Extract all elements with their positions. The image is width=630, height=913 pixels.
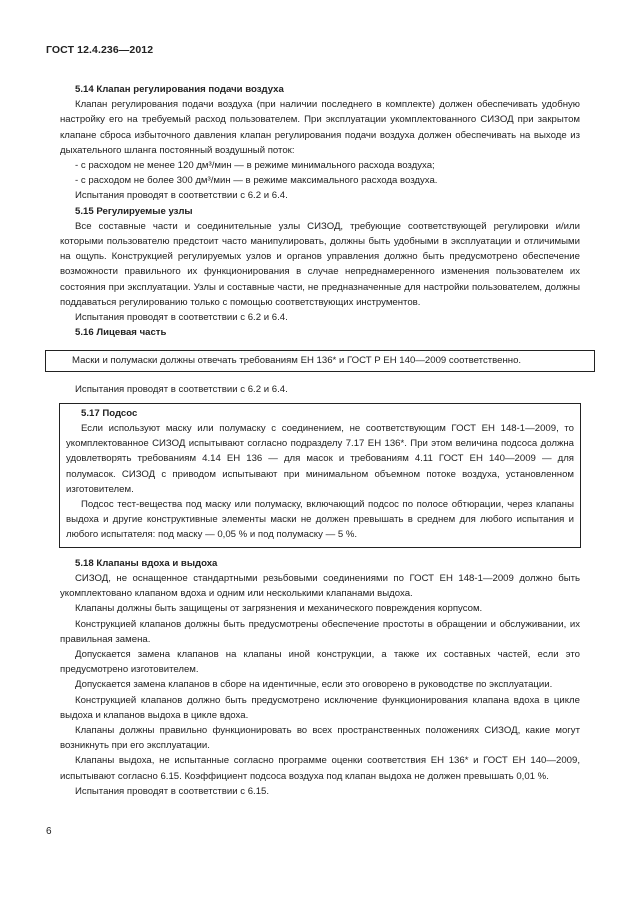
section-5-18-paragraph: СИЗОД, не оснащенное стандартными резьбовыми соединениями по ГОСТ ЕН 148-1—2009 должно быть укомплектовано клапаном вдоха и одним или несколькими клапанами выдоха.: [60, 572, 580, 600]
section-5-18-paragraph: Конструкцией клапанов должны быть предусмотрены обеспечение простоты в обращении и обслуживании, их правильная замена.: [60, 618, 580, 645]
section-5-14-title: 5.14 Клапан регулирования подачи воздуха: [75, 84, 284, 95]
section-5-14-list-item: - с расходом не более 300 дм³/мин — в режиме максимального расхода воздуха.: [75, 175, 438, 187]
section-5-18-paragraph: Клапаны должны правильно функционировать во всех пространственных положениях СИЗОД, какие могут возникнуть при его эксплуатации.: [60, 724, 580, 752]
section-5-17-title: 5.17 Подсос: [81, 407, 138, 419]
section-5-14-paragraph: Клапан регулирования подачи воздуха (при наличии последнего в комплекте) должен обеспечивать удобную настройку его на требуемый расход пользователем. При эксплуатации укомплектованного СИЗОД при закрытом клапане сброса избыточного давления клапан регулирования подачи воздуха должен обеспечивать на выходе из дыхательного шланга постоянный воздушный поток:: [60, 99, 580, 156]
section-5-14-test-note: Испытания проводят в соответствии с 6.2 и 6.4.: [75, 190, 288, 202]
section-5-16-boxed-requirement: [45, 350, 595, 371]
section-5-18-paragraph: Допускается замена клапанов в сборе на идентичные, если это оговорено в руководстве по эксплуатации.: [75, 679, 553, 691]
page-number: 6: [46, 826, 52, 837]
section-5-18-paragraph: Допускается замена клапанов на клапаны иной конструкции, а также их составных частей, если это предусмотрено изготовителем.: [60, 648, 580, 676]
section-5-15-test-note: Испытания проводят в соответствии с 6.2 и 6.4.: [75, 312, 288, 324]
section-5-17-box: [59, 403, 581, 548]
section-5-18-title: 5.18 Клапаны вдоха и выдоха: [75, 557, 218, 569]
section-5-18-paragraph: Клапаны должны быть защищены от загрязнения и механического повреждения корпусом.: [75, 603, 483, 615]
section-5-16-title: 5.16 Лицевая часть: [75, 327, 167, 339]
section-5-15-title: 5.15 Регулируемые узлы: [75, 205, 193, 217]
section-5-16-test-note: Испытания проводят в соответствии с 6.2 и 6.4.: [75, 383, 288, 395]
section-5-14-list-item: - с расходом не менее 120 дм³/мин — в режиме минимального расхода воздуха;: [75, 160, 435, 172]
section-5-18-test-note: Испытания проводят в соответствии с 6.15.: [75, 785, 270, 797]
section-5-18-paragraph: Клапаны выдоха, не испытанные согласно программе оценки соответствия ЕН 136* и ГОСТ ЕН 140—2009, испытывают согласно 6.15. Коэффициент подсоса воздуха под клапан выдоха не должен превышать 0,01 %.: [60, 755, 580, 782]
section-5-17-paragraph: Подсос тест-вещества под маску или полумаску, включающий подсос по полосе обтюрации, через клапаны выдоха и другие конструктивные элементы маски не должен превышать в среднем для любого испытания и любого испытателя: под маску — 0,05 % и под полумаску — 5 %.: [66, 499, 574, 541]
section-5-15-paragraph: Все составные части и соединительные узлы СИЗОД, требующие соответствующей регулировки и/или которыми пользователю предстоит часто манипулировать, должны быть удобными в эксплуатации и отличимыми на ощупь. Конструкцией регулируемых узлов и органов управления должно быть предусмотрено обеспечение возможности правильного их функционирования в случае непреднамеренного изменения пользователем их состояния при эксплуатации. Узлы и составные части, не предназначенные для настройки пользователем, должны поддаваться регулированию только с помощью соответствующих инструментов.: [60, 220, 580, 308]
document-header: ГОСТ 12.4.236—2012: [46, 44, 154, 56]
document-body: [60, 82, 580, 799]
section-5-16-boxed-text: Маски и полумаски должны отвечать требованиям ЕН 136* и ГОСТ Р ЕН 140—2009 соответственно.: [72, 355, 522, 367]
section-5-17-paragraph: Если используют маску или полумаску с соединением, не соответствующим ГОСТ ЕН 148-1—2009, то укомплектованное СИЗОД испытывают согласно подразделу 7.17 ЕН 136*. При этом величина подсоса должна удовлетворять требованиям 4.14 ЕН 136 — для масок и требованиям 4.11 ГОСТ ЕН 140—2009 — для полумасок. СИЗОД с приводом испытывают при минимальном объемном потоке воздуха, установленном изготовителем.: [66, 423, 574, 495]
section-5-18-paragraph: Конструкцией клапанов должно быть предусмотрено исключение функционирования клапана вдоха в цикле выдоха и клапанов выдоха в цикле вдоха.: [60, 694, 580, 721]
